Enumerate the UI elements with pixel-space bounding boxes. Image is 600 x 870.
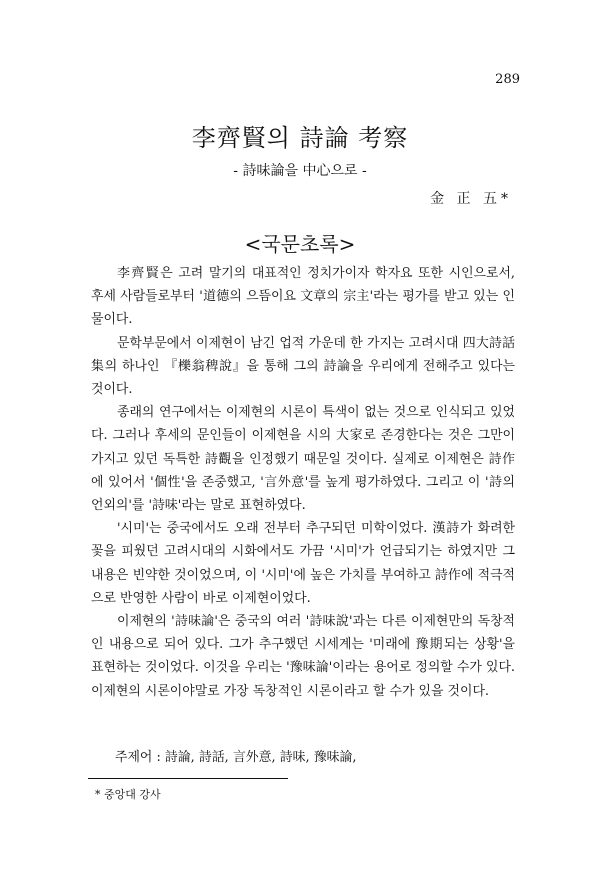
abstract-paragraph: 이제현의 '詩味論'은 중국의 여러 '詩味說'과는 다른 이제현만의 독창적인 내용으로 되어 있다. 그가 추구했던 시세계는 '미래에 豫期되는 상황'을 표현하는 것이었다. 이것을 우리는 '豫味論'이라는 용어로 정의할 수가 있다. 이제현의 시론이야말로 가장 독창적인 시론이라고 할 수가 있을 것이다. xyxy=(91,614,515,699)
abstract-paragraph: '시미'는 중국에서도 오래 전부터 추구되던 미학이었다. 漢詩가 화려한 꽃을 피웠던 고려시대의 시화에서도 가끔 '시미'가 언급되기는 하였지만 그 내용은 빈약한 것이었으며, 이 '시미'에 높은 가치를 부여하고 詩作에 적극적으로 반영한 사람이 바로 이제현이었다. xyxy=(91,521,515,606)
paper-title: 李齊賢의 詩論 考察 xyxy=(191,124,409,152)
page-number: 289 xyxy=(495,72,520,87)
abstract-heading: <국문초록> xyxy=(244,232,356,256)
keywords-line: 주제어 : 詩論, 詩話, 言外意, 詩味, 豫味論, xyxy=(115,750,357,765)
paper-subtitle: - 詩味論을 中心으로 - xyxy=(233,163,367,179)
author-name: 金 正 五* xyxy=(430,191,512,207)
abstract-paragraph: 종래의 연구에서는 이제현의 시론이 특색이 없는 것으로 인식되고 있었다. 그러나 후세의 문인들이 이제현을 시의 大家로 존경한다는 것은 그만이 가지고 있던 독특한 詩觀을 인정했기 때문일 것이다. 실제로 이제현은 詩作에 있어서 '個性'을 존중했고, '言外意'를 높게 평가하였다. 그리고 이 '詩의 언외의'를 '詩味'라는 말로 표현하였다. xyxy=(91,405,515,514)
footnote-rule xyxy=(88,778,288,779)
abstract-paragraph: 李齊賢은 고려 말기의 대표적인 정치가이자 학자요 또한 시인으로서, 후세 사람들로부터 '道德의 으뜸이요 文章의 宗主'라는 평가를 받고 있는 인물이다. xyxy=(91,266,515,328)
abstract-paragraph: 문학부문에서 이제현이 남긴 업적 가운데 한 가지는 고려시대 四大詩話集의 하나인 『櫟翁稗說』을 통해 그의 詩論을 우리에게 전해주고 있다는 것이다. xyxy=(91,335,515,398)
abstract-body xyxy=(91,262,515,703)
footnote: * 중앙대 강사 xyxy=(95,788,161,801)
